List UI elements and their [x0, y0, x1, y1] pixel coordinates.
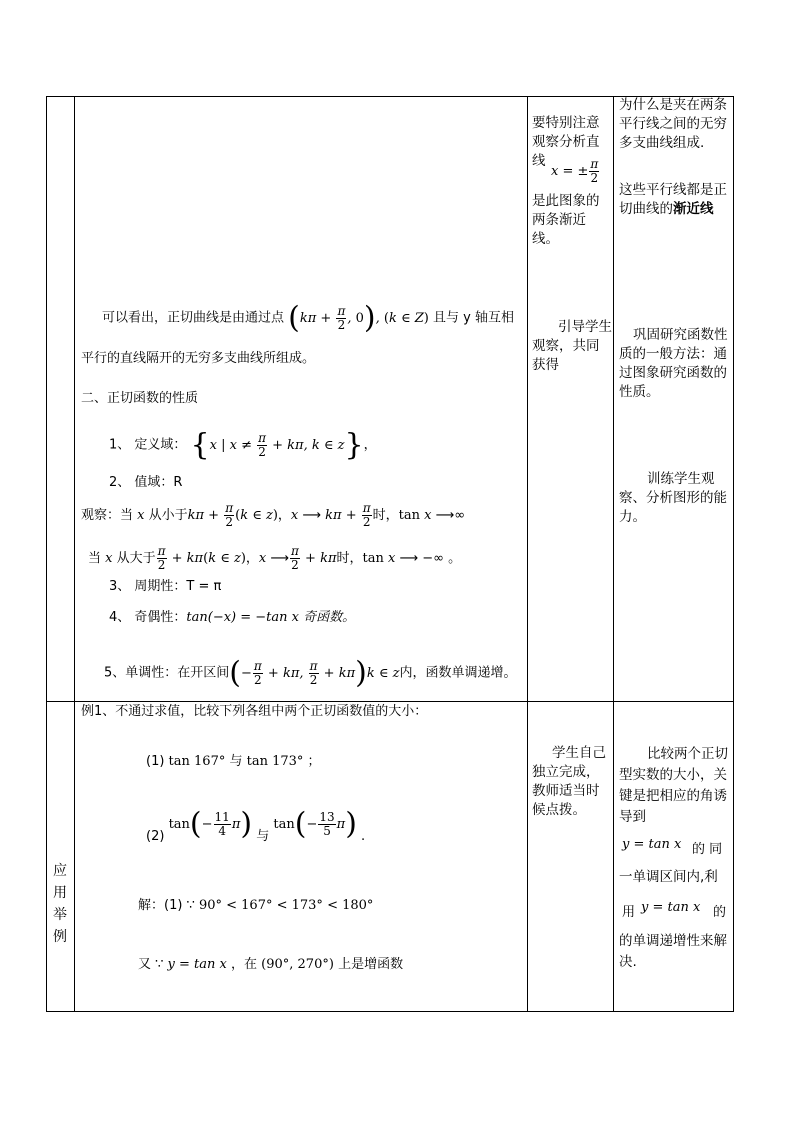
table-left-border — [46, 96, 47, 1012]
guide-note: 引导学生观察，共同获得 — [532, 319, 612, 373]
table-col1-border — [74, 96, 75, 1012]
observation-line2: 当 x 从大于 $\frac{\pi}{2}$ + kπ(k ∈ z)，x ⟶ $\frac{\pi}{2}$ + kπ时，tan x ⟶ −∞ 。 — [88, 544, 462, 572]
tangent-curve-paragraph-line1: 可以看出，正切曲线是由通过点 (kπ + $\frac{\pi}{2}$ , 0), (k ∈ Z) 且与 y 轴互相 — [102, 300, 514, 335]
consolidate-note: 巩固研究函数性质的一般方法：通过图象研究函数的性质。 — [619, 327, 728, 400]
compare-note-de: 的 — [713, 905, 727, 920]
example-question-1: (1) tan 167° 与 tan 173° ； — [146, 754, 321, 769]
example-title: 例1、不通过求值，比较下列各组中两个正切函数值的大小： — [81, 704, 428, 719]
table-right-border — [733, 96, 734, 1012]
parallel-lines-question: 为什么是夹在两条平行线之间的无穷多支曲线组成. — [619, 97, 727, 151]
example-question-2: (2) tan(− $\frac{11}{4}$ π) 与 tan(− $\frac{13}{5}$ π) . — [146, 806, 366, 844]
table-col2-border — [527, 96, 528, 1012]
solution-line-2: 又 ∵ y = tan x ，在 (90°, 270°) 上是增函数 — [138, 957, 404, 972]
asymptote-note-text: 要特别注意观察分析直线 — [532, 115, 600, 169]
compare-note: 比较两个正切型实数的大小，关键是把相应的角诱导到 — [619, 746, 728, 825]
compare-note-fn-1: y = tan x — [622, 837, 682, 852]
property-parity: 4、 奇偶性：tan(−x) = −tan x 奇函数。 — [109, 610, 356, 625]
property-monotonicity: 5、单调性：在开区间(− $\frac{\pi}{2}$ + kπ, $\frac{\pi}{2}$ + kπ)k ∈ z内，函数单调递增。 — [104, 655, 517, 690]
self-complete-note: 学生自己独立完成，教师适当时候点拨。 — [532, 745, 606, 818]
compare-note-fn-2: y = tan x — [641, 900, 701, 915]
solution-line-1: 解：(1) ∵ 90° < 167° < 173° < 180° — [138, 898, 374, 913]
training-note: 训练学生观察、分析图形的能力。 — [619, 471, 727, 525]
asymptote-note-tail: 是此图象的两条渐近线。 — [532, 193, 600, 247]
property-domain: 1、 定义域： {x | x ≠ $\frac{\pi}{2}$ + kπ, k ∈ z}， — [109, 427, 377, 462]
tangent-curve-paragraph-line2: 平行的直线隔开的无穷多支曲线所组成。 — [81, 351, 316, 366]
asymptote-equation: x = ± $\frac{\pi}{2}$ — [551, 157, 599, 185]
point-expression: (kπ + $\frac{\pi}{2}$ , 0), (k ∈ Z) — [288, 300, 429, 335]
compare-note-cont: 一单调区间内,利 — [619, 869, 718, 885]
compare-note-end: 的单调递增性来解决. — [619, 933, 727, 970]
application-label: 应 用 举 例 — [53, 863, 67, 945]
compare-note-use: 用 — [622, 905, 636, 920]
table-col3-border — [613, 96, 614, 1012]
table-bottom-border — [46, 1011, 734, 1012]
property-period: 3、 周期性：T = π — [109, 579, 222, 594]
compare-note-same: 的 同 — [692, 842, 723, 857]
asymptote-remark: 这些平行线都是正切曲线的渐近线 — [619, 182, 727, 217]
property-range: 2、 值域：R — [109, 475, 183, 490]
observation-line1: 观察：当 x 从小于kπ + $\frac{\pi}{2}$ (k ∈ z)，x ⟶ kπ + $\frac{\pi}{2}$ 时，tan x ⟶∞ — [81, 501, 466, 529]
section-title-properties: 二、正切函数的性质 — [81, 391, 199, 406]
